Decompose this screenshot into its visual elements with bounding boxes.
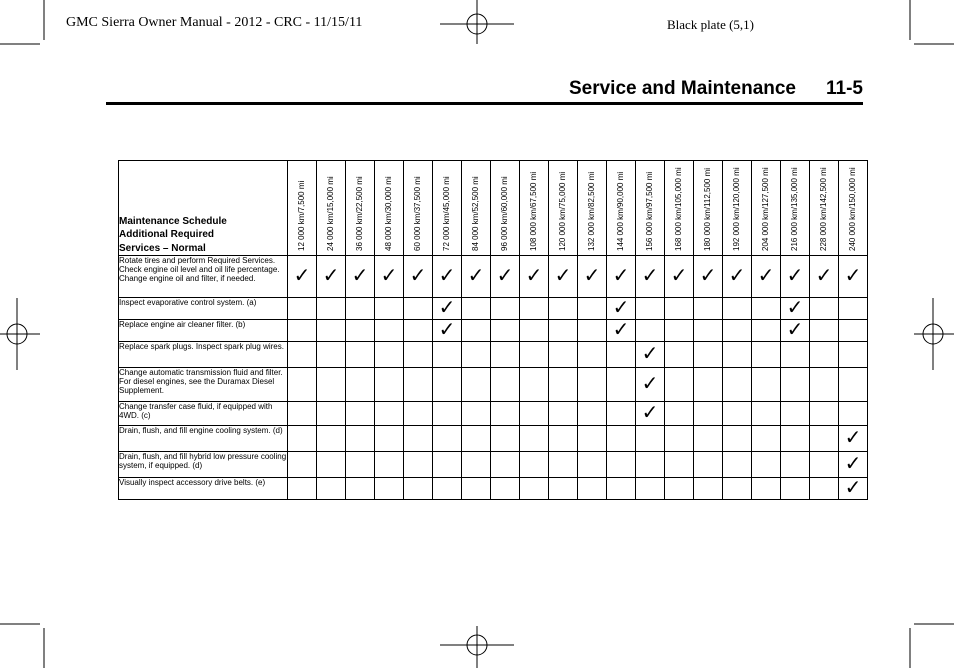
corner-line-1: Maintenance Schedule (119, 215, 227, 227)
page-number: 11-5 (826, 78, 863, 99)
schedule-cell (636, 478, 665, 500)
interval-header (404, 161, 433, 256)
schedule-cell (375, 256, 404, 298)
schedule-cell (752, 452, 781, 478)
schedule-cell (694, 320, 723, 342)
schedule-cell (636, 342, 665, 368)
interval-label: 240 000 km/150,000 mi (848, 167, 857, 251)
schedule-cell (607, 426, 636, 452)
schedule-cell (636, 256, 665, 298)
table-row (119, 298, 868, 320)
schedule-cell (433, 368, 462, 402)
interval-header (607, 161, 636, 256)
schedule-cell (810, 320, 839, 342)
schedule-cell (404, 478, 433, 500)
schedule-cell (433, 317, 462, 342)
schedule-cell (607, 256, 636, 298)
schedule-cell (491, 402, 520, 426)
checkmark-icon: ✓ (844, 425, 862, 449)
table-row (119, 478, 868, 500)
schedule-cell (752, 426, 781, 452)
schedule-cell (839, 298, 868, 320)
schedule-cell (839, 368, 868, 402)
schedule-body (119, 256, 868, 500)
registration-mark-right (914, 298, 954, 370)
schedule-cell (694, 478, 723, 500)
schedule-cell (607, 317, 636, 342)
schedule-cell (404, 256, 433, 298)
checkmark-icon: ✓ (815, 263, 833, 287)
schedule-cell (665, 426, 694, 452)
checkmark-icon: ✓ (293, 263, 311, 287)
schedule-cell (810, 368, 839, 402)
interval-header (839, 161, 868, 256)
schedule-cell (694, 452, 723, 478)
checkmark-icon: ✓ (409, 263, 427, 287)
schedule-cell (665, 256, 694, 298)
schedule-cell (462, 402, 491, 426)
checkmark-icon: ✓ (496, 263, 514, 287)
schedule-cell (694, 342, 723, 368)
checkmark-icon: ✓ (757, 263, 775, 287)
interval-header (433, 161, 462, 256)
schedule-cell (317, 342, 346, 368)
interval-label: 84 000 km/52,500 mi (471, 176, 480, 251)
schedule-cell (578, 342, 607, 368)
schedule-cell (781, 426, 810, 452)
schedule-cell (810, 402, 839, 426)
checkmark-icon: ✓ (612, 317, 630, 341)
service-description: Drain, flush, and fill hybrid low pressure cooling system, if equipped. (d) (119, 452, 288, 478)
interval-label: 120 000 km/75,000 mi (558, 171, 567, 251)
interval-label: 12 000 km/7,500 mi (297, 180, 306, 251)
interval-label: 60 000 km/37,500 mi (413, 176, 422, 251)
schedule-cell (694, 256, 723, 298)
interval-header (375, 161, 404, 256)
schedule-cell (433, 256, 462, 298)
schedule-cell (433, 342, 462, 368)
schedule-cell (375, 320, 404, 342)
schedule-cell (578, 298, 607, 320)
schedule-cell (723, 320, 752, 342)
schedule-cell (520, 402, 549, 426)
schedule-cell (723, 402, 752, 426)
schedule-cell (752, 402, 781, 426)
schedule-cell (520, 320, 549, 342)
schedule-cell (317, 478, 346, 500)
schedule-cell (665, 342, 694, 368)
schedule-cell (317, 298, 346, 320)
interval-label: 24 000 km/15,000 mi (326, 176, 335, 251)
schedule-cell (433, 402, 462, 426)
service-description: Replace engine air cleaner filter. (b) (119, 320, 288, 342)
schedule-cell (781, 402, 810, 426)
schedule-cell (723, 478, 752, 500)
schedule-cell (288, 342, 317, 368)
schedule-cell (665, 320, 694, 342)
checkmark-icon: ✓ (525, 263, 543, 287)
schedule-cell (694, 298, 723, 320)
interval-header (723, 161, 752, 256)
interval-label: 156 000 km/97,500 mi (645, 171, 654, 251)
checkmark-icon: ✓ (844, 475, 862, 499)
interval-header (462, 161, 491, 256)
checkmark-icon: ✓ (351, 263, 369, 287)
schedule-cell (752, 298, 781, 320)
schedule-cell (491, 368, 520, 402)
table-row (119, 402, 868, 426)
table-row (119, 342, 868, 368)
checkmark-icon: ✓ (670, 263, 688, 287)
schedule-cell (839, 402, 868, 426)
schedule-cell (636, 320, 665, 342)
schedule-cell (839, 256, 868, 298)
schedule-cell (723, 452, 752, 478)
schedule-cell (462, 342, 491, 368)
schedule-cell (781, 317, 810, 342)
schedule-cell (404, 298, 433, 320)
schedule-cell (752, 256, 781, 298)
schedule-cell (810, 342, 839, 368)
schedule-cell (723, 256, 752, 298)
schedule-cell (578, 368, 607, 402)
schedule-cell (404, 426, 433, 452)
schedule-cell (723, 298, 752, 320)
schedule-cell (810, 478, 839, 500)
schedule-cell (288, 402, 317, 426)
schedule-cell (462, 426, 491, 452)
schedule-cell (839, 342, 868, 368)
schedule-cell (404, 368, 433, 402)
schedule-cell (491, 426, 520, 452)
schedule-cell (810, 256, 839, 298)
schedule-cell (317, 426, 346, 452)
schedule-cell (607, 402, 636, 426)
interval-label: 36 000 km/22,500 mi (355, 176, 364, 251)
schedule-cell (781, 256, 810, 298)
schedule-cell (433, 452, 462, 478)
schedule-cell (752, 368, 781, 402)
table-row (119, 426, 868, 452)
schedule-cell (520, 298, 549, 320)
checkmark-icon: ✓ (612, 263, 630, 287)
schedule-cell (404, 452, 433, 478)
schedule-cell (346, 298, 375, 320)
schedule-cell (404, 402, 433, 426)
interval-label: 144 000 km/90,000 mi (616, 171, 625, 251)
schedule-cell (375, 298, 404, 320)
schedule-cell (317, 256, 346, 298)
interval-header (549, 161, 578, 256)
schedule-cell (839, 452, 868, 478)
schedule-cell (781, 342, 810, 368)
schedule-cell (549, 342, 578, 368)
interval-label: 216 000 km/135,000 mi (790, 167, 799, 251)
schedule-cell (491, 256, 520, 298)
print-header-left: GMC Sierra Owner Manual - 2012 - CRC - 11/15/11 (66, 15, 363, 30)
schedule-cell (549, 402, 578, 426)
section-title: Service and Maintenance (568, 78, 797, 99)
checkmark-icon: ✓ (844, 451, 862, 475)
schedule-cell (375, 342, 404, 368)
schedule-cell (636, 368, 665, 402)
schedule-cell (491, 478, 520, 500)
schedule-cell (607, 452, 636, 478)
interval-header (317, 161, 346, 256)
schedule-cell (433, 478, 462, 500)
schedule-cell (665, 368, 694, 402)
schedule-cell (781, 478, 810, 500)
schedule-cell (375, 478, 404, 500)
section-header (106, 78, 863, 105)
schedule-cell (288, 426, 317, 452)
schedule-cell (462, 368, 491, 402)
schedule-cell (549, 426, 578, 452)
interval-label: 180 000 km/112,500 mi (703, 167, 712, 251)
table-row (119, 256, 868, 298)
checkmark-icon: ✓ (612, 295, 630, 319)
schedule-cell (607, 368, 636, 402)
schedule-cell (317, 452, 346, 478)
service-description: Inspect evaporative control system. (a) (119, 298, 288, 320)
interval-label: 228 000 km/142,500 mi (819, 167, 828, 251)
schedule-cell (288, 368, 317, 402)
schedule-cell (723, 368, 752, 402)
corner-line-3: Services – Normal (119, 242, 206, 254)
interval-label: 72 000 km/45,000 mi (442, 176, 451, 251)
schedule-cell (665, 402, 694, 426)
corner-line-2: Additional Required (119, 229, 214, 240)
schedule-cell (723, 342, 752, 368)
schedule-cell (288, 478, 317, 500)
checkmark-icon: ✓ (554, 263, 572, 287)
schedule-cell (346, 478, 375, 500)
print-header-right: Black plate (5,1) (667, 17, 754, 32)
schedule-cell (694, 368, 723, 402)
schedule-cell (462, 298, 491, 320)
schedule-cell (491, 452, 520, 478)
interval-label: 168 000 km/105,000 mi (674, 167, 683, 251)
schedule-cell (317, 368, 346, 402)
schedule-cell (636, 426, 665, 452)
interval-header (288, 161, 317, 256)
interval-header-row (119, 161, 868, 256)
schedule-cell (781, 452, 810, 478)
schedule-cell (491, 298, 520, 320)
schedule-cell (520, 426, 549, 452)
interval-header (752, 161, 781, 256)
service-description: Replace spark plugs. Inspect spark plug wires. (119, 342, 288, 368)
interval-label: 132 000 km/82,500 mi (587, 171, 596, 251)
schedule-cell (578, 402, 607, 426)
schedule-cell (810, 452, 839, 478)
schedule-cell (607, 342, 636, 368)
schedule-cell (578, 478, 607, 500)
schedule-cell (520, 452, 549, 478)
interval-header (346, 161, 375, 256)
schedule-cell (462, 452, 491, 478)
schedule-cell (636, 452, 665, 478)
interval-header (520, 161, 549, 256)
schedule-cell (578, 452, 607, 478)
checkmark-icon: ✓ (438, 295, 456, 319)
schedule-cell (665, 298, 694, 320)
checkmark-icon: ✓ (641, 341, 659, 365)
checkmark-icon: ✓ (438, 317, 456, 341)
schedule-cell (578, 256, 607, 298)
service-description: Change automatic transmission fluid and filter. For diesel engines, see the Duramax Diesel Supplement. (119, 368, 288, 402)
table-row (119, 320, 868, 342)
schedule-cell (694, 426, 723, 452)
schedule-cell (752, 478, 781, 500)
table-row (119, 368, 868, 402)
checkmark-icon: ✓ (467, 263, 485, 287)
service-description: Visually inspect accessory drive belts. (e) (119, 478, 288, 500)
checkmark-icon: ✓ (380, 263, 398, 287)
maintenance-schedule-table (118, 160, 868, 500)
checkmark-icon: ✓ (786, 295, 804, 319)
interval-label: 108 000 km/67,500 mi (529, 171, 538, 251)
schedule-cell (491, 342, 520, 368)
schedule-cell (549, 368, 578, 402)
schedule-cell (578, 320, 607, 342)
table-row (119, 452, 868, 478)
schedule-cell (520, 478, 549, 500)
interval-header (694, 161, 723, 256)
schedule-cell (549, 256, 578, 298)
schedule-cell (839, 475, 868, 500)
schedule-cell (375, 368, 404, 402)
schedule-cell (346, 452, 375, 478)
schedule-cell (462, 478, 491, 500)
checkmark-icon: ✓ (641, 263, 659, 287)
section-title-wrap (569, 78, 863, 100)
checkmark-icon: ✓ (641, 371, 659, 395)
schedule-cell (346, 256, 375, 298)
interval-label: 48 000 km/30,000 mi (384, 176, 393, 251)
schedule-cell (520, 342, 549, 368)
checkmark-icon: ✓ (786, 317, 804, 341)
interval-header (491, 161, 520, 256)
schedule-cell (317, 320, 346, 342)
registration-mark-bottom (440, 626, 514, 668)
interval-header (578, 161, 607, 256)
schedule-cell (288, 256, 317, 298)
schedule-cell (781, 368, 810, 402)
schedule-cell (839, 426, 868, 452)
checkmark-icon: ✓ (641, 400, 659, 424)
schedule-cell (375, 426, 404, 452)
table-corner-heading (119, 161, 288, 256)
schedule-cell (810, 298, 839, 320)
schedule-cell (317, 402, 346, 426)
checkmark-icon: ✓ (786, 263, 804, 287)
schedule-cell (607, 478, 636, 500)
schedule-cell (433, 426, 462, 452)
checkmark-icon: ✓ (583, 263, 601, 287)
interval-label: 204 000 km/127,500 mi (761, 167, 770, 251)
schedule-cell (288, 298, 317, 320)
schedule-cell (520, 256, 549, 298)
schedule-cell (549, 452, 578, 478)
interval-label: 192 000 km/120,000 mi (732, 167, 741, 251)
schedule-cell (346, 426, 375, 452)
interval-header (810, 161, 839, 256)
schedule-cell (346, 342, 375, 368)
schedule-cell (549, 298, 578, 320)
interval-header (665, 161, 694, 256)
checkmark-icon: ✓ (699, 263, 717, 287)
schedule-cell (462, 256, 491, 298)
schedule-cell (520, 368, 549, 402)
schedule-cell (288, 452, 317, 478)
schedule-cell (665, 478, 694, 500)
schedule-cell (375, 402, 404, 426)
schedule-cell (752, 342, 781, 368)
schedule-cell (810, 426, 839, 452)
service-description: Change transfer case fluid, if equipped with 4WD. (c) (119, 402, 288, 426)
schedule-cell (665, 452, 694, 478)
registration-mark-top (440, 0, 514, 44)
schedule-cell (694, 402, 723, 426)
checkmark-icon: ✓ (844, 263, 862, 287)
schedule-cell (636, 402, 665, 426)
schedule-cell (346, 368, 375, 402)
interval-header (636, 161, 665, 256)
registration-mark-left (0, 298, 40, 370)
schedule-cell (491, 320, 520, 342)
schedule-cell (549, 320, 578, 342)
schedule-cell (375, 452, 404, 478)
interval-header (781, 161, 810, 256)
service-description: Rotate tires and perform Required Services. Check engine oil level and oil life percentage. Change engine oil and filter, if needed. (119, 256, 288, 298)
interval-label: 96 000 km/60,000 mi (500, 176, 509, 251)
checkmark-icon: ✓ (322, 263, 340, 287)
schedule-cell (578, 426, 607, 452)
checkmark-icon: ✓ (438, 263, 456, 287)
schedule-cell (346, 402, 375, 426)
schedule-cell (839, 320, 868, 342)
schedule-cell (346, 320, 375, 342)
schedule-cell (404, 342, 433, 368)
schedule-cell (288, 320, 317, 342)
schedule-cell (723, 426, 752, 452)
schedule-cell (549, 478, 578, 500)
schedule-cell (752, 320, 781, 342)
schedule-cell (404, 320, 433, 342)
checkmark-icon: ✓ (728, 263, 746, 287)
schedule-cell (462, 320, 491, 342)
service-description: Drain, flush, and fill engine cooling system. (d) (119, 426, 288, 452)
schedule-cell (636, 298, 665, 320)
